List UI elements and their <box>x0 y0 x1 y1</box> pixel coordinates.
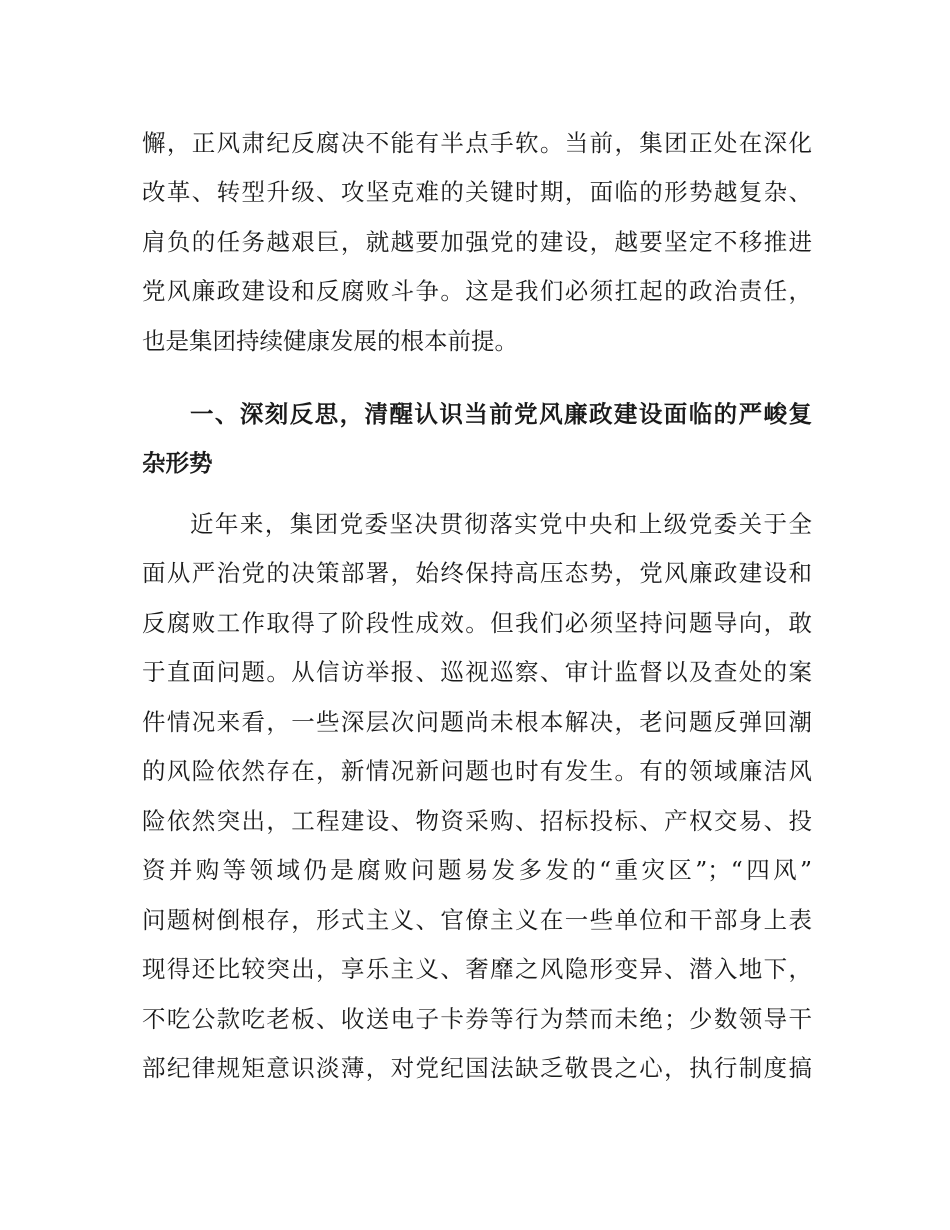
intro-line-5: 也是集团持续健康发展的根本前提。 <box>142 327 518 355</box>
body-line-4: 于直面问题。从信访举报、巡视巡察、审计监督以及查处的案 <box>142 658 812 686</box>
body-line-2: 面从严治党的决策部署，始终保持高压态势，党风廉政建设和 <box>142 559 812 587</box>
intro-line-3: 肩负的任务越艰巨，就越要加强党的建设，越要坚定不移推进 <box>142 228 812 256</box>
body-line-1: 近年来，集团党委坚决贯彻落实党中央和上级党委关于全 <box>190 510 812 538</box>
body-line-9: 问题树倒根存，形式主义、官僚主义在一些单位和干部身上表 <box>142 906 812 934</box>
body-line-3: 反腐败工作取得了阶段性成效。但我们必须坚持问题导向，敢 <box>142 609 812 637</box>
body-line-10: 现得还比较突出，享乐主义、奢靡之风隐形变异、潜入地下， <box>142 955 812 983</box>
section-heading-line-2: 杂形势 <box>142 449 213 477</box>
body-line-7: 险依然突出，工程建设、物资采购、招标投标、产权交易、投 <box>142 807 812 835</box>
body-line-5: 件情况来看，一些深层次问题尚未根本解决，老问题反弹回潮 <box>142 708 812 736</box>
intro-line-4: 党风廉政建设和反腐败斗争。这是我们必须扛起的政治责任， <box>142 277 812 305</box>
intro-line-1: 懈，正风肃纪反腐决不能有半点手软。当前，集团正处在深化 <box>142 129 812 157</box>
body-line-6: 的风险依然存在，新情况新问题也时有发生。有的领域廉洁风 <box>142 757 812 785</box>
section-heading-line-1: 一、深刻反思，清醒认识当前党风廉政建设面临的严峻复 <box>190 400 812 428</box>
body-line-12: 部纪律规矩意识淡薄，对党纪国法缺乏敬畏之心，执行制度搞 <box>142 1054 812 1082</box>
body-line-11: 不吃公款吃老板、收送电子卡券等行为禁而未绝；少数领导干 <box>142 1005 812 1033</box>
intro-line-2: 改革、转型升级、攻坚克难的关键时期，面临的形势越复杂、 <box>142 178 812 206</box>
body-line-8: 资并购等领域仍是腐败问题易发多发的“重灾区”；“四风” <box>142 856 812 884</box>
